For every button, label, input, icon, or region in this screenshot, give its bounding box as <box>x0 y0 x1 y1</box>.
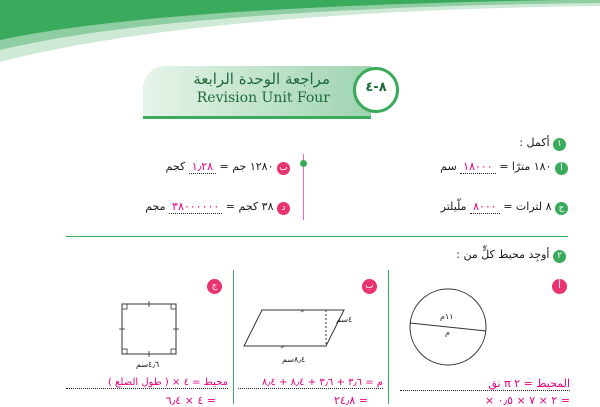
circle-unit-label: م <box>445 328 450 337</box>
item-d-badge: د <box>277 202 290 215</box>
svg-text:»: » <box>300 307 305 315</box>
parallelogram-figure <box>240 300 353 362</box>
shape-divider-1 <box>233 270 234 404</box>
item-b <box>40 160 290 175</box>
item-a-badge: أ <box>555 162 568 175</box>
item-d-answer[interactable]: ٣٨٠٠٠٠٠٠ <box>169 200 222 214</box>
divider-dot <box>300 160 307 167</box>
item-c-badge: ج <box>555 202 568 215</box>
section1-badge: ١ <box>553 138 566 151</box>
item-c-prefix: ٨ لترات = <box>503 200 552 213</box>
item-b-badge: ب <box>277 162 290 175</box>
shape-divider-2 <box>388 270 389 404</box>
item-c-answer[interactable]: ٨٠٠٠ <box>470 200 500 214</box>
item-a <box>320 160 568 175</box>
shape-a-badge-wrap <box>552 273 567 294</box>
item-a-unit: سم <box>440 160 457 173</box>
circle-answer-line1[interactable]: المحيط = ٢ π نق <box>400 377 570 391</box>
shape-c-badge-wrap <box>207 273 222 294</box>
item-d-unit: مجم <box>145 200 166 213</box>
top-decoration <box>0 0 600 70</box>
shape-b-badge: ب <box>362 279 377 294</box>
parallelogram-answer-line1[interactable]: م = ٣٫٦ + ٣٫٦ + ٨٫٤ + ٨٫٤ <box>238 377 383 389</box>
section2-instruction: أوجِد محيط كلٍّ من : <box>456 248 550 261</box>
square-answer-line2[interactable]: = ٤ × ٦٫٤ <box>165 394 216 407</box>
item-d-prefix: ٣٨ كجم = <box>225 200 274 213</box>
item-b-unit: كجم <box>165 160 186 173</box>
parallelogram-height-label: ٤سم <box>336 315 353 324</box>
shape-c-badge: ج <box>207 279 222 294</box>
item-d <box>40 200 290 215</box>
parallelogram-answer-line2[interactable]: = ٢٤٫٨ <box>333 394 368 407</box>
circle-diameter-label: ١١م <box>440 312 454 321</box>
item-b-prefix: ١٢٨٠ جم = <box>219 160 274 173</box>
parallelogram-base-label: ٨٫٤سم <box>282 355 306 364</box>
square-side-label: ٤٫٦سم <box>136 360 160 369</box>
circle-answer-line2[interactable]: = ٢ × ٧ × ٠٫٥ × <box>484 394 570 407</box>
item-c-unit: ملّيلتر <box>440 200 467 213</box>
item-a-prefix: ١٨٠ مترًا = <box>499 160 552 173</box>
unit-title-arabic: مراجعة الوحدة الرابعة <box>193 70 330 88</box>
square-figure <box>116 298 186 360</box>
square-answer-line1[interactable]: محيط = ٤ × ( طول الضلع ) <box>66 377 228 389</box>
section-separator <box>66 236 568 237</box>
item-c <box>320 200 568 215</box>
circle-figure <box>400 285 500 370</box>
shape-b-badge-wrap <box>362 273 377 294</box>
section1-heading <box>470 136 566 151</box>
section2-badge: ٢ <box>553 250 566 263</box>
shape-a-badge: أ <box>552 279 567 294</box>
svg-text:»: » <box>280 343 285 351</box>
section2-heading <box>380 248 566 263</box>
banner-underline <box>143 116 371 119</box>
section1-instruction: أكمل : <box>519 136 550 149</box>
unit-title-english: Revision Unit Four <box>196 90 330 106</box>
item-b-answer[interactable]: ١٫٢٨ <box>189 160 216 174</box>
item-a-answer[interactable]: ١٨٠٠٠ <box>460 160 496 174</box>
unit-number: ٨-٤ <box>365 80 387 95</box>
